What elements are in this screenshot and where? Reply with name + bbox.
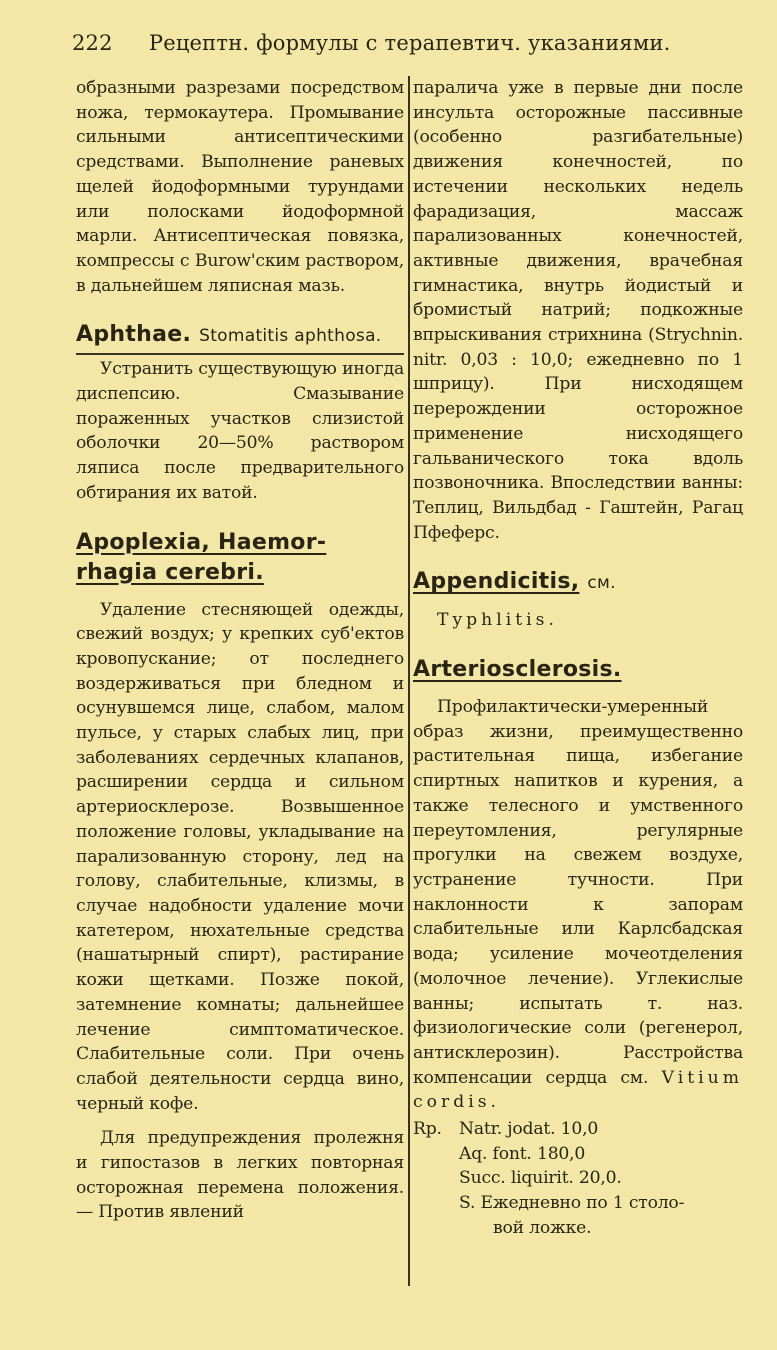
- arteriosclerosis-text: Профилактически-умеренный образ жизни, преимущественно растительная пища, избегание спиртных напитков и курения, а также телесного и умственного переутомления, регулярные прогулки на свежем воздухе, устранение тучности. При наклонности к запорам слабительные или Карлсбадская вода; усиление мочеотделения (молочное лечение). Углекислые ванны; испытать т. наз. физиологические соли (регенерол, антисклерозин). Расстройства компенсации сердца см.: [413, 697, 743, 1088]
- running-title: Рецептн. формулы с терапевтич. указаниями.: [148, 31, 671, 55]
- appendicitis-reference: Typhlitis.: [437, 610, 558, 631]
- continuation-paragraph: образными разрезами посредством ножа, термокаутера. Промывание сильными антисептическими средствами. Выполнение раневых щелей йодоформными турундами или полосками йодоформной марли. Антисептическая повязка, компрессы с Burow'ским раствором, в дальнейшем ляписная мазь.: [76, 78, 404, 296]
- heading-appendicitis-see: см.: [587, 573, 616, 594]
- heading-apoplexia-line1: Apoplexia, Haemor-: [76, 529, 327, 555]
- heading-aphthae: [76, 320, 404, 351]
- apoplexia-paragraph-2: Для предупреждения пролежня и гипостазов в легких повторная осторожная перемена положения. — Против явлений: [76, 1128, 404, 1223]
- prescription-item-1: Natr. jodat. 10,0: [459, 1119, 599, 1140]
- arteriosclerosis-reference: Vitium cordis.: [413, 1067, 744, 1113]
- heading-arteriosclerosis-title: Arteriosclerosis.: [413, 657, 622, 683]
- prescription-item-2: Aq. font. 180,0: [459, 1143, 586, 1164]
- page-header: [72, 28, 712, 62]
- right-column: [413, 76, 743, 1241]
- page-number: 222: [72, 31, 113, 55]
- heading-aphthae-title: Aphthae.: [76, 322, 192, 348]
- column-divider: [408, 76, 410, 1286]
- arteriosclerosis-paragraph: [413, 695, 743, 1115]
- aphthae-section: [76, 353, 404, 505]
- heading-apoplexia: [76, 528, 404, 588]
- prescription-signa-1: S. Ежедневно по 1 столо-: [459, 1193, 685, 1214]
- heading-appendicitis: [413, 567, 743, 598]
- heading-appendicitis-title: Appendicitis,: [413, 569, 580, 595]
- prescription-label: Rp.: [413, 1119, 442, 1140]
- prescription-signa-2: вой ложке.: [493, 1217, 592, 1238]
- prescription: [413, 1117, 743, 1241]
- heading-aphthae-subtitle: Stomatitis aphthosa.: [199, 326, 382, 347]
- apoplexia-paragraph: Удаление стесняющей одежды, свежий воздух; у крепких суб'ектов кровопускание; от последнего воздерживаться при бледном и осунувшемся лице, слабом, малом пульсе, у старых слабых лиц, при заболеваниях сердечных клапанов, расширении сердца и сильном артериосклерозе. Возвышенное положение головы, укладывание на парализованную сторону, лед на голову, слабительные, клизмы, в случае надобности удаление мочи катетером, нюхательные средства (нашатырный спирт), растирание кожи щетками. Позже покой, затемнение комнаты; дальнейшее лечение симптоматическое. Слабительные соли. При очень слабой деятельности сердца вино, черный кофе.: [76, 599, 404, 1114]
- heading-arteriosclerosis: [413, 655, 743, 685]
- left-column: [76, 76, 404, 1225]
- prescription-line-1: [413, 1117, 743, 1142]
- heading-apoplexia-line2: rhagia cerebri.: [76, 559, 264, 585]
- aphthae-paragraph: Устранить существующую иногда диспепсию. Смазывание пораженных участков слизистой оболочки 20—50% раствором ляписа после предварительного обтирания их ватой.: [76, 359, 404, 503]
- continuation-paragraph-right: паралича уже в первые дни после инсульта осторожные пассивные (особенно разгибательные) движения конечностей, по истечении нескольких недель фарадизация, массаж парализованных конечностей, активные движения, врачебная гимнастика, внутрь йодистый и бромистый натрий; подкожные впрыскивания стрихнина (Strychnin. nitr. 0,03 : 10,0; ежедневно по 1 шприцу). При нисходящем перерождении осторожное применение нисходящего гальванического тока вдоль позвоночника. Впоследствии ванны: Теплиц, Вильдбад - Гаштейн, Рагац Пфеферс.: [413, 78, 743, 543]
- prescription-item-3: Succ. liquirit. 20,0.: [459, 1168, 622, 1189]
